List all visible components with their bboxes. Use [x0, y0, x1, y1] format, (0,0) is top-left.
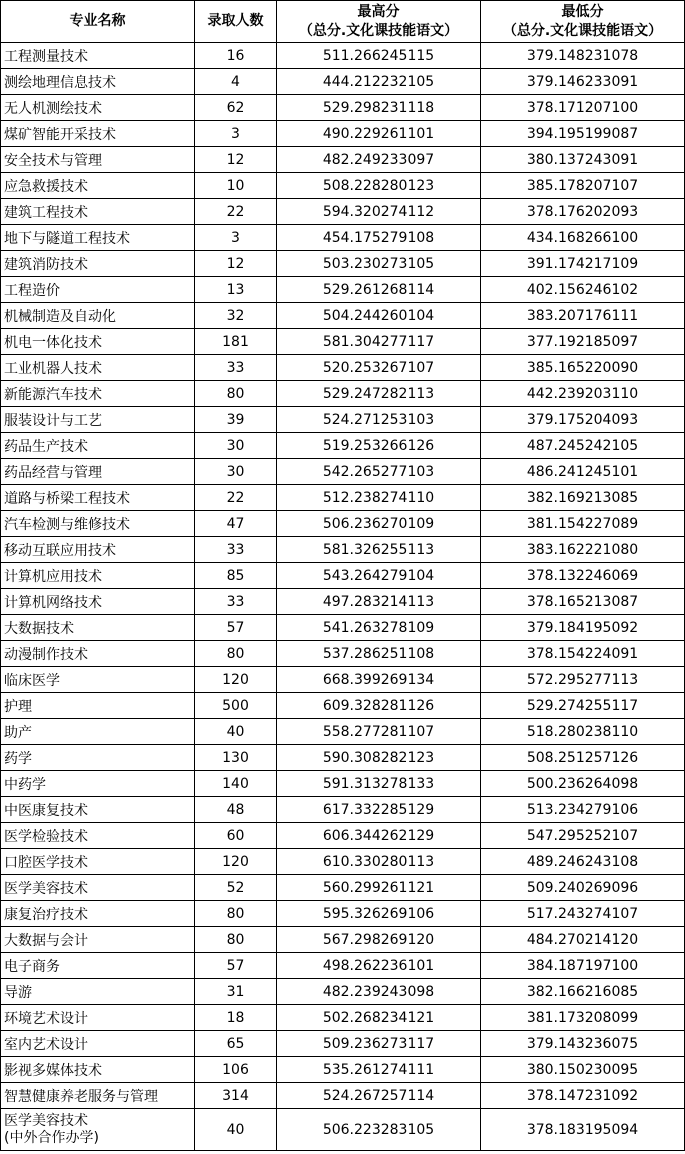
- table-row: [1, 719, 685, 745]
- table-row: [1, 225, 685, 251]
- table-row: [1, 121, 685, 147]
- major-cell: 医学检验技术: [1, 823, 195, 849]
- min-score-cell: 382.169213085: [481, 485, 685, 511]
- min-score-cell: 384.187197100: [481, 953, 685, 979]
- admitted-cell: 80: [195, 641, 277, 667]
- table-row: [1, 485, 685, 511]
- table-row: [1, 667, 685, 693]
- table-row: [1, 901, 685, 927]
- major-cell: 应急救援技术: [1, 173, 195, 199]
- max-score-cell: 541.263278109: [277, 615, 481, 641]
- admitted-cell: 4: [195, 69, 277, 95]
- admitted-cell: 22: [195, 485, 277, 511]
- min-score-cell: 379.143236075: [481, 1031, 685, 1057]
- table-row: [1, 277, 685, 303]
- table-row: [1, 329, 685, 355]
- min-score-cell: 394.195199087: [481, 121, 685, 147]
- max-score-cell: 606.344262129: [277, 823, 481, 849]
- major-cell: 煤矿智能开采技术: [1, 121, 195, 147]
- admitted-cell: 57: [195, 953, 277, 979]
- table-row: [1, 511, 685, 537]
- major-cell: 计算机网络技术: [1, 589, 195, 615]
- max-score-cell: 503.230273105: [277, 251, 481, 277]
- max-score-cell: 558.277281107: [277, 719, 481, 745]
- major-cell: 地下与隧道工程技术: [1, 225, 195, 251]
- major-cell: 药品生产技术: [1, 433, 195, 459]
- table-row: [1, 355, 685, 381]
- table-row: [1, 979, 685, 1005]
- max-score-cell: 519.253266126: [277, 433, 481, 459]
- table-row: [1, 1057, 685, 1083]
- major-cell: 药学: [1, 745, 195, 771]
- table-row: [1, 1005, 685, 1031]
- admitted-cell: 500: [195, 693, 277, 719]
- max-score-cell: 454.175279108: [277, 225, 481, 251]
- table-row: [1, 797, 685, 823]
- header-max-subtitle: （总分.文化课技能语文）: [298, 22, 459, 39]
- admitted-cell: 65: [195, 1031, 277, 1057]
- header-min-subtitle: （总分.文化课技能语文）: [502, 22, 663, 39]
- major-cell: 智慧健康养老服务与管理: [1, 1083, 195, 1109]
- major-cell: 安全技术与管理: [1, 147, 195, 173]
- max-score-cell: 490.229261101: [277, 121, 481, 147]
- admitted-cell: 31: [195, 979, 277, 1005]
- table-row: [1, 303, 685, 329]
- min-score-cell: 377.192185097: [481, 329, 685, 355]
- max-score-cell: 506.223283105: [277, 1109, 481, 1151]
- major-cell: 口腔医学技术: [1, 849, 195, 875]
- max-score-cell: 506.236270109: [277, 511, 481, 537]
- header-major: 专业名称: [1, 1, 195, 43]
- admitted-cell: 33: [195, 589, 277, 615]
- max-score-cell: 537.286251108: [277, 641, 481, 667]
- table-row: [1, 849, 685, 875]
- admitted-cell: 62: [195, 95, 277, 121]
- admitted-cell: 47: [195, 511, 277, 537]
- max-score-cell: 543.264279104: [277, 563, 481, 589]
- table-row: [1, 745, 685, 771]
- admitted-cell: 12: [195, 251, 277, 277]
- admitted-cell: 106: [195, 1057, 277, 1083]
- table-row: [1, 1109, 685, 1151]
- min-score-cell: 379.175204093: [481, 407, 685, 433]
- major-cell: 康复治疗技术: [1, 901, 195, 927]
- max-score-cell: 524.267257114: [277, 1083, 481, 1109]
- min-score-cell: 379.148231078: [481, 43, 685, 69]
- max-score-cell: 520.253267107: [277, 355, 481, 381]
- table-row: [1, 69, 685, 95]
- max-score-cell: 482.239243098: [277, 979, 481, 1005]
- table-row: [1, 589, 685, 615]
- admitted-cell: 16: [195, 43, 277, 69]
- min-score-cell: 378.171207100: [481, 95, 685, 121]
- table-row: [1, 615, 685, 641]
- table-row: [1, 563, 685, 589]
- major-cell: 机械制造及自动化: [1, 303, 195, 329]
- admitted-cell: 3: [195, 121, 277, 147]
- table-row: [1, 459, 685, 485]
- admitted-cell: 181: [195, 329, 277, 355]
- min-score-cell: 379.184195092: [481, 615, 685, 641]
- major-name-line: 医学美容技术: [4, 1112, 88, 1129]
- table-row: [1, 641, 685, 667]
- max-score-cell: 668.399269134: [277, 667, 481, 693]
- min-score-cell: 442.239203110: [481, 381, 685, 407]
- admitted-cell: 80: [195, 927, 277, 953]
- min-score-cell: 382.166216085: [481, 979, 685, 1005]
- min-score-cell: 381.154227089: [481, 511, 685, 537]
- major-cell: 无人机测绘技术: [1, 95, 195, 121]
- table-row: [1, 173, 685, 199]
- admitted-cell: 120: [195, 667, 277, 693]
- max-score-cell: 581.304277117: [277, 329, 481, 355]
- admitted-cell: 52: [195, 875, 277, 901]
- admitted-cell: 33: [195, 355, 277, 381]
- min-score-cell: 517.243274107: [481, 901, 685, 927]
- admitted-cell: 32: [195, 303, 277, 329]
- max-score-cell: 535.261274111: [277, 1057, 481, 1083]
- admitted-cell: 80: [195, 381, 277, 407]
- table-row: [1, 433, 685, 459]
- min-score-cell: 383.162221080: [481, 537, 685, 563]
- table-row: [1, 823, 685, 849]
- max-score-cell: 444.212232105: [277, 69, 481, 95]
- table-row: [1, 381, 685, 407]
- major-cell: 工业机器人技术: [1, 355, 195, 381]
- major-cell: 导游: [1, 979, 195, 1005]
- min-score-cell: 489.246243108: [481, 849, 685, 875]
- min-score-cell: 378.176202093: [481, 199, 685, 225]
- min-score-cell: 402.156246102: [481, 277, 685, 303]
- major-cell: 室内艺术设计: [1, 1031, 195, 1057]
- min-score-cell: 385.178207107: [481, 173, 685, 199]
- admitted-cell: 314: [195, 1083, 277, 1109]
- major-cell: 计算机应用技术: [1, 563, 195, 589]
- min-score-cell: 547.295252107: [481, 823, 685, 849]
- max-score-cell: 509.236273117: [277, 1031, 481, 1057]
- major-cell: 中医康复技术: [1, 797, 195, 823]
- major-cell: 新能源汽车技术: [1, 381, 195, 407]
- admitted-cell: 22: [195, 199, 277, 225]
- max-score-cell: 508.228280123: [277, 173, 481, 199]
- min-score-cell: 508.251257126: [481, 745, 685, 771]
- admitted-cell: 10: [195, 173, 277, 199]
- table-row: [1, 147, 685, 173]
- major-cell: 建筑消防技术: [1, 251, 195, 277]
- admitted-cell: 57: [195, 615, 277, 641]
- table-row: [1, 251, 685, 277]
- table-row: [1, 199, 685, 225]
- min-score-cell: 529.274255117: [481, 693, 685, 719]
- min-score-cell: 434.168266100: [481, 225, 685, 251]
- max-score-cell: 567.298269120: [277, 927, 481, 953]
- major-cell: 电子商务: [1, 953, 195, 979]
- min-score-cell: 378.183195094: [481, 1109, 685, 1151]
- table-row: [1, 693, 685, 719]
- max-score-cell: 497.283214113: [277, 589, 481, 615]
- table-row: [1, 407, 685, 433]
- min-score-cell: 385.165220090: [481, 355, 685, 381]
- min-score-cell: 378.165213087: [481, 589, 685, 615]
- min-score-cell: 487.245242105: [481, 433, 685, 459]
- min-score-cell: 518.280238110: [481, 719, 685, 745]
- admitted-cell: 30: [195, 433, 277, 459]
- max-score-cell: 590.308282123: [277, 745, 481, 771]
- max-score-cell: 610.330280113: [277, 849, 481, 875]
- max-score-cell: 529.298231118: [277, 95, 481, 121]
- table-body: [1, 43, 685, 1151]
- admitted-cell: 13: [195, 277, 277, 303]
- max-score-cell: 524.271253103: [277, 407, 481, 433]
- major-name-note: (中外合作办学): [4, 1129, 99, 1146]
- major-cell: 护理: [1, 693, 195, 719]
- min-score-cell: 572.295277113: [481, 667, 685, 693]
- min-score-cell: 484.270214120: [481, 927, 685, 953]
- min-score-cell: 378.132246069: [481, 563, 685, 589]
- min-score-cell: 380.150230095: [481, 1057, 685, 1083]
- max-score-cell: 594.320274112: [277, 199, 481, 225]
- major-cell: 移动互联应用技术: [1, 537, 195, 563]
- major-cell: 中药学: [1, 771, 195, 797]
- table-row: [1, 43, 685, 69]
- max-score-cell: 591.313278133: [277, 771, 481, 797]
- min-score-cell: 381.173208099: [481, 1005, 685, 1031]
- min-score-cell: 509.240269096: [481, 875, 685, 901]
- admitted-cell: 120: [195, 849, 277, 875]
- major-cell: 工程测量技术: [1, 43, 195, 69]
- max-score-cell: 542.265277103: [277, 459, 481, 485]
- admitted-cell: 130: [195, 745, 277, 771]
- table-row: [1, 927, 685, 953]
- admitted-cell: 18: [195, 1005, 277, 1031]
- major-cell: 影视多媒体技术: [1, 1057, 195, 1083]
- min-score-cell: 383.207176111: [481, 303, 685, 329]
- table-row: [1, 875, 685, 901]
- admitted-cell: 140: [195, 771, 277, 797]
- major-cell: 助产: [1, 719, 195, 745]
- header-min-title: 最低分: [561, 3, 604, 20]
- max-score-cell: 502.268234121: [277, 1005, 481, 1031]
- major-cell: 大数据与会计: [1, 927, 195, 953]
- major-cell: 工程造价: [1, 277, 195, 303]
- major-cell: 测绘地理信息技术: [1, 69, 195, 95]
- table-row: [1, 95, 685, 121]
- major-cell: 机电一体化技术: [1, 329, 195, 355]
- table-row: [1, 537, 685, 563]
- major-cell: [1, 1109, 195, 1151]
- header-admitted: 录取人数: [195, 1, 277, 43]
- major-cell: 汽车检测与维修技术: [1, 511, 195, 537]
- admitted-cell: 12: [195, 147, 277, 173]
- major-cell: 道路与桥梁工程技术: [1, 485, 195, 511]
- max-score-cell: 581.326255113: [277, 537, 481, 563]
- min-score-cell: 378.147231092: [481, 1083, 685, 1109]
- admitted-cell: 60: [195, 823, 277, 849]
- major-cell: 大数据技术: [1, 615, 195, 641]
- admitted-cell: 80: [195, 901, 277, 927]
- admitted-cell: 40: [195, 719, 277, 745]
- max-score-cell: 609.328281126: [277, 693, 481, 719]
- max-score-cell: 617.332285129: [277, 797, 481, 823]
- min-score-cell: 486.241245101: [481, 459, 685, 485]
- max-score-cell: 498.262236101: [277, 953, 481, 979]
- max-score-cell: 482.249233097: [277, 147, 481, 173]
- min-score-cell: 380.137243091: [481, 147, 685, 173]
- major-cell: 环境艺术设计: [1, 1005, 195, 1031]
- header-max-score: [277, 1, 481, 43]
- max-score-cell: 560.299261121: [277, 875, 481, 901]
- max-score-cell: 511.266245115: [277, 43, 481, 69]
- max-score-cell: 512.238274110: [277, 485, 481, 511]
- major-cell: 临床医学: [1, 667, 195, 693]
- admitted-cell: 39: [195, 407, 277, 433]
- header-max-title: 最高分: [357, 3, 400, 20]
- min-score-cell: 391.174217109: [481, 251, 685, 277]
- min-score-cell: 513.234279106: [481, 797, 685, 823]
- table-row: [1, 1031, 685, 1057]
- table-row: [1, 771, 685, 797]
- max-score-cell: 504.244260104: [277, 303, 481, 329]
- major-cell: 药品经营与管理: [1, 459, 195, 485]
- max-score-cell: 595.326269106: [277, 901, 481, 927]
- table-row: [1, 953, 685, 979]
- header-min-score: [481, 1, 685, 43]
- major-cell: 动漫制作技术: [1, 641, 195, 667]
- max-score-cell: 529.247282113: [277, 381, 481, 407]
- major-cell: 建筑工程技术: [1, 199, 195, 225]
- admitted-cell: 85: [195, 563, 277, 589]
- min-score-cell: 500.236264098: [481, 771, 685, 797]
- admitted-cell: 48: [195, 797, 277, 823]
- admitted-cell: 33: [195, 537, 277, 563]
- table-header-row: [1, 1, 685, 43]
- major-cell: 医学美容技术: [1, 875, 195, 901]
- min-score-cell: 379.146233091: [481, 69, 685, 95]
- admitted-cell: 30: [195, 459, 277, 485]
- min-score-cell: 378.154224091: [481, 641, 685, 667]
- admitted-cell: 3: [195, 225, 277, 251]
- table-row: [1, 1083, 685, 1109]
- admitted-cell: 40: [195, 1109, 277, 1151]
- max-score-cell: 529.261268114: [277, 277, 481, 303]
- major-cell: 服装设计与工艺: [1, 407, 195, 433]
